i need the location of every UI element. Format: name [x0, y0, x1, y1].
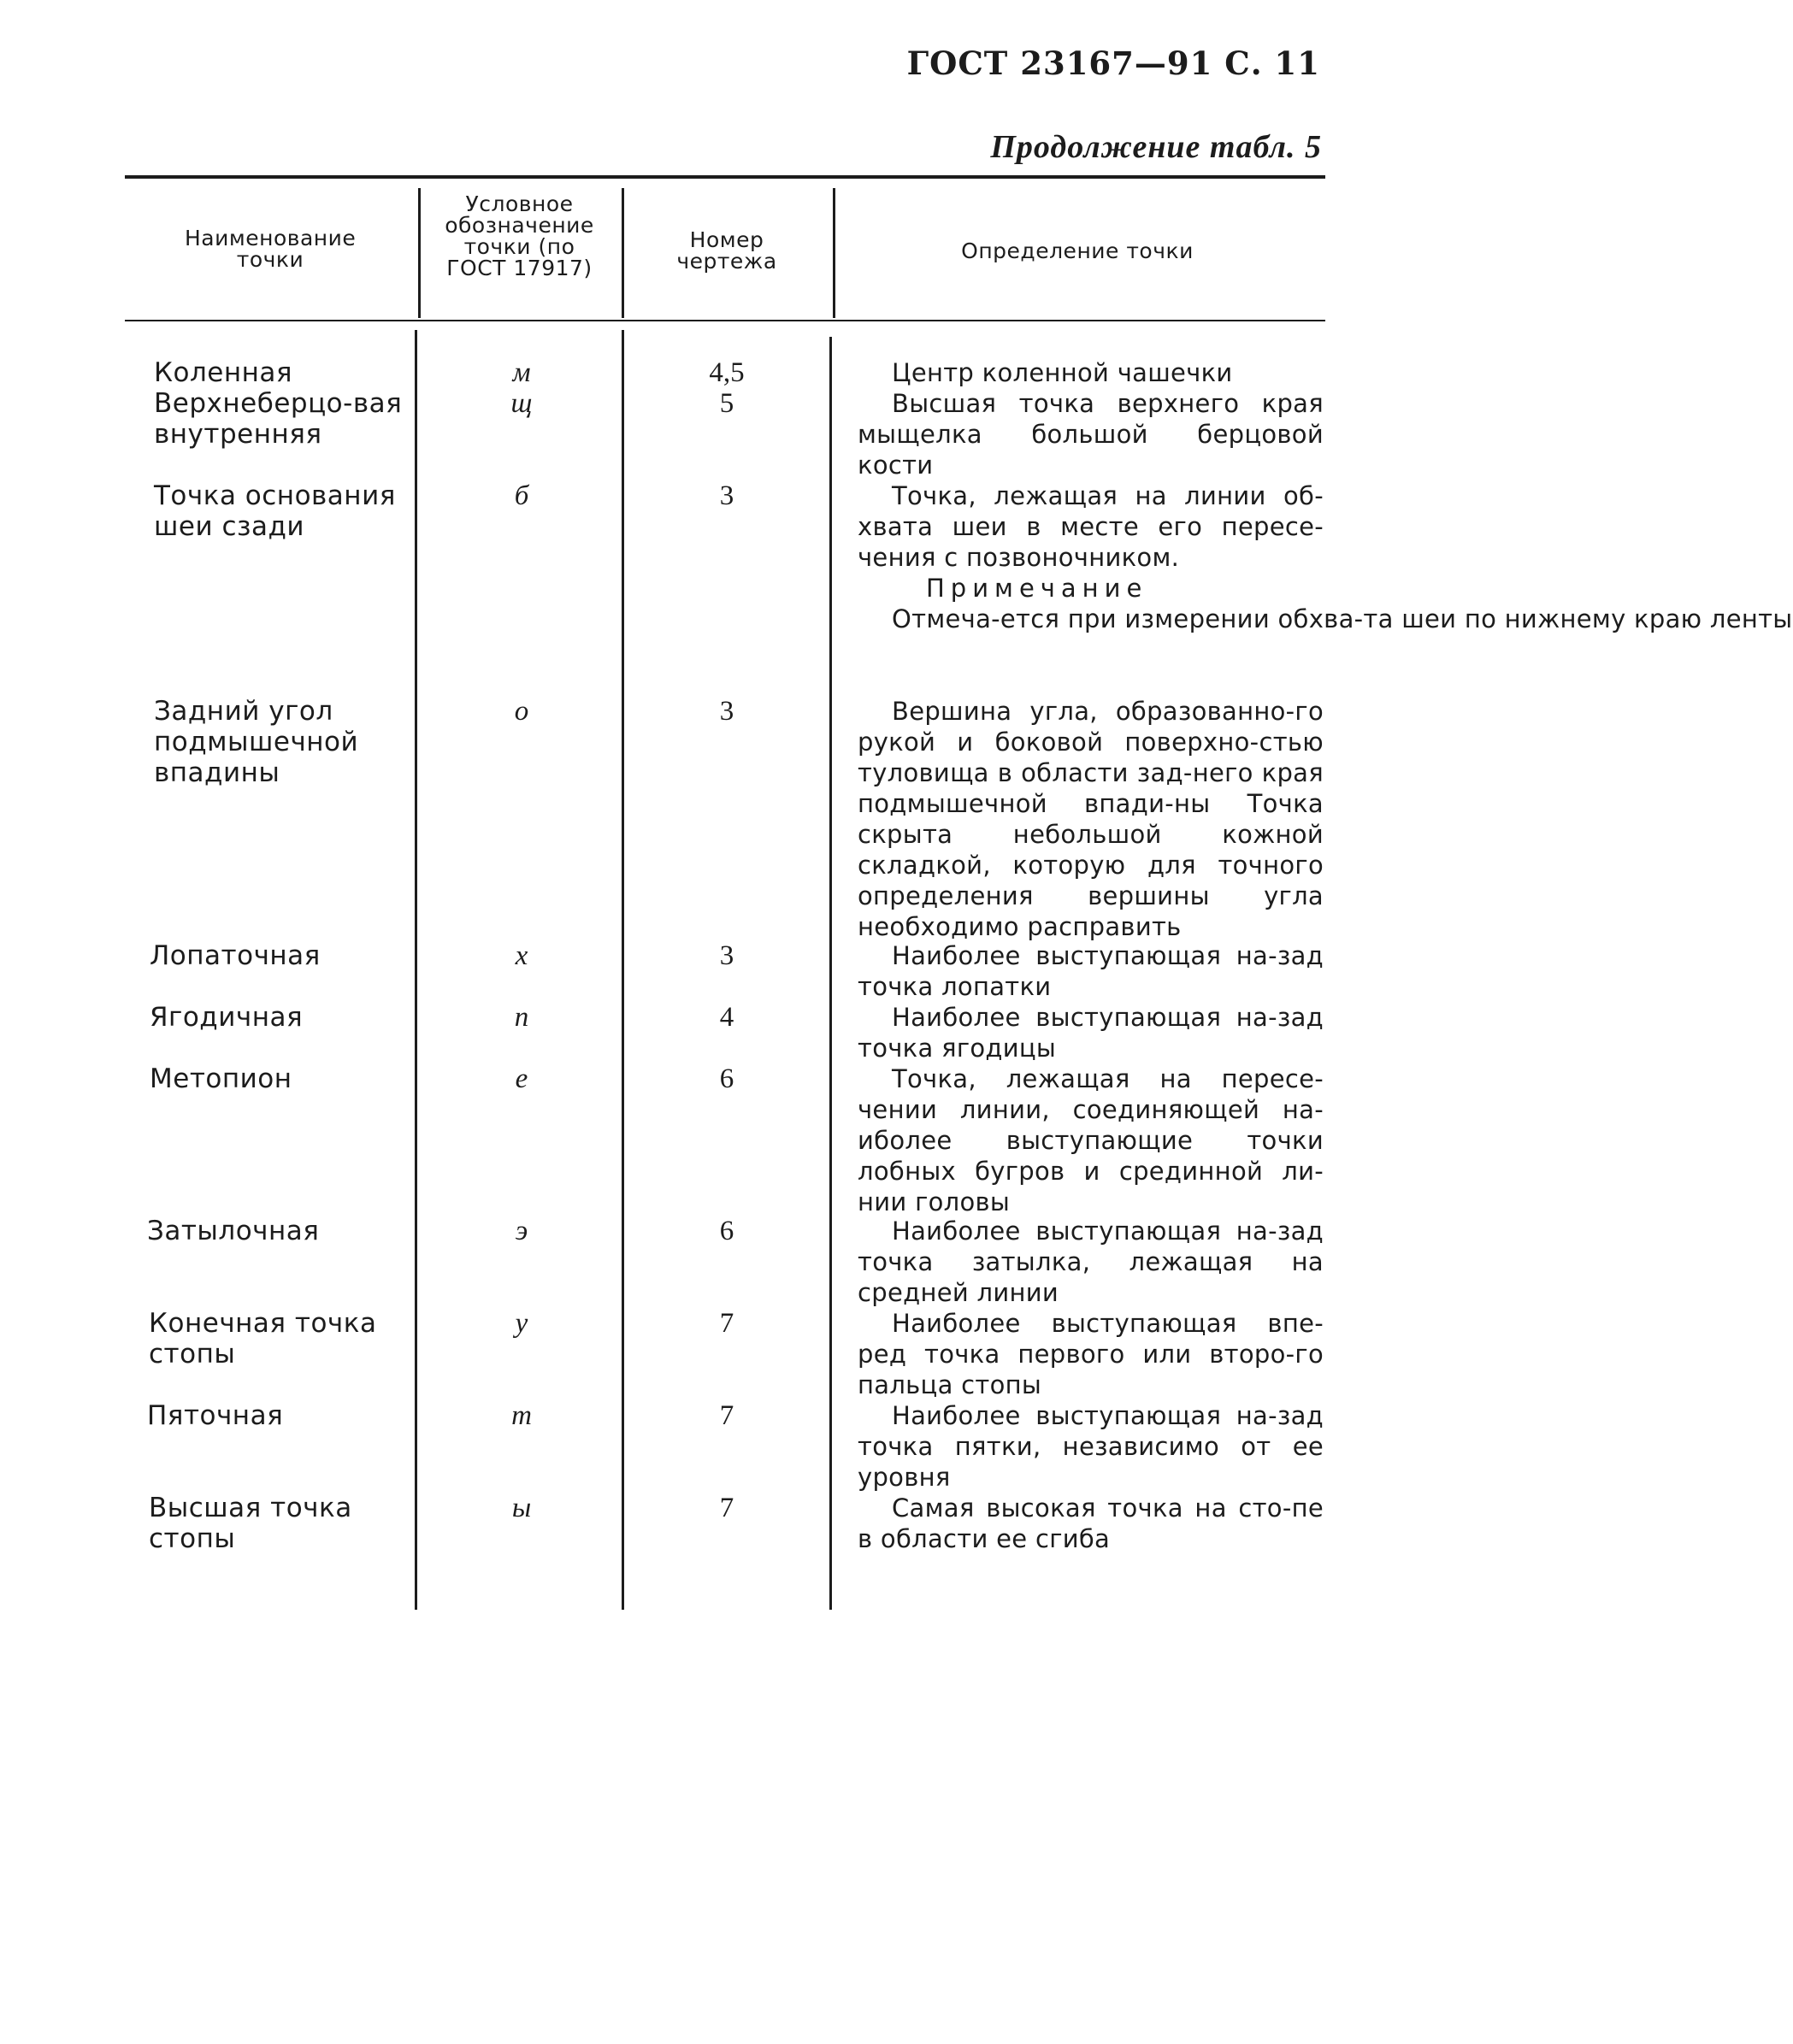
column-header-name [133, 227, 407, 270]
drawing-number: 4,5 [709, 357, 745, 388]
point-code: п [514, 1002, 529, 1033]
drawing-number: 3 [719, 480, 734, 511]
table-top-rule [125, 175, 1325, 179]
point-name: Метопион [150, 1063, 292, 1094]
column-header-number-text: Номер чертежа [676, 227, 777, 274]
point-name: Затылочная [147, 1216, 320, 1246]
note-label: Примечание [926, 574, 1148, 603]
point-name [101, 480, 396, 542]
point-name-text: Верхнеберцо-вая внутренняя [154, 388, 403, 450]
point-code: ы [511, 1493, 532, 1523]
column-header-name-text: Наименование точки [185, 226, 357, 272]
column-header-definition [838, 240, 1317, 262]
drawing-number: 6 [719, 1063, 734, 1094]
point-definition-text: Точка, лежащая на линии об-хвата шеи в месте его пересе-чения с позвоночником. [858, 481, 1324, 572]
point-code: о [514, 696, 529, 727]
point-definition [858, 1216, 1324, 1308]
point-code: т [511, 1400, 532, 1431]
point-definition-text: Высшая точка верхнего края мыщелка большой берцовой кости [858, 389, 1324, 480]
point-code: э [515, 1216, 528, 1246]
point-name [101, 696, 392, 788]
drawing-number: 3 [719, 696, 734, 727]
point-definition [858, 1002, 1324, 1063]
drawing-number: 7 [719, 1308, 734, 1339]
point-definition-text: Наиболее выступающая на-зад точка ягодицы [858, 1003, 1324, 1063]
column-header-number [626, 229, 828, 272]
point-name [101, 388, 403, 450]
point-definition-text: Наиболее выступающая на-зад точка затылка, лежащая на средней линии [858, 1216, 1324, 1307]
point-code: х [515, 940, 528, 971]
point-definition-text: Наиболее выступающая впе-ред точка первого или второ-го пальца стопы [858, 1309, 1324, 1399]
point-code: у [515, 1308, 528, 1339]
point-name-text: Задний угол подмышечной впадины [154, 696, 359, 788]
point-name [101, 1308, 392, 1370]
point-name-text: Конечная точка стопы [149, 1308, 377, 1370]
point-definition: Центр коленной чашечки [892, 358, 1233, 387]
point-name: Лопаточная [150, 940, 321, 971]
table-continuation-label: Продолжение табл. 5 [990, 129, 1322, 165]
point-definition [858, 480, 1793, 634]
point-code: щ [510, 388, 533, 419]
column-header-code-text: Условное обозначение точки (по ГОСТ 17917) [445, 191, 594, 280]
column-header-code [423, 193, 616, 279]
point-definition [858, 940, 1324, 1002]
point-definition-text: Наиболее выступающая на-зад точка лопатки [858, 941, 1324, 1001]
point-definition [858, 1400, 1324, 1493]
drawing-number: 6 [719, 1216, 734, 1246]
drawing-number: 5 [719, 388, 734, 419]
point-definition [858, 1493, 1324, 1554]
column-divider [833, 188, 835, 318]
point-definition [858, 388, 1324, 480]
note-text: Отмеча-ется при измерении обхва-та шеи по нижнему краю ленты [892, 604, 1793, 633]
point-definition-text: Точка, лежащая на пересе-чении линии, соединяющей на-иболее выступающие точки лобных бугров и срединной ли-нии головы [858, 1064, 1324, 1216]
point-name-text: Высшая точка стопы [149, 1493, 352, 1554]
point-definition [858, 1063, 1324, 1217]
point-definition-text: Вершина угла, образованно-го рукой и боковой поверхно-стью туловища в области зад-него края подмышечной впади-ны Точка скрыта небольшой кожной складкой, которую для точного определения вершины угла необходимо расправить [858, 697, 1324, 941]
point-definition-text: Наиболее выступающая на-зад точка пятки, независимо от ее уровня [858, 1401, 1324, 1492]
point-name: Коленная [154, 357, 293, 388]
column-header-definition-text: Определение точки [961, 239, 1194, 263]
drawing-number: 4 [719, 1002, 734, 1033]
point-note [858, 573, 1793, 634]
column-divider [418, 188, 421, 318]
point-name-text: Точка основания шеи сзади [154, 480, 396, 542]
point-code: б [514, 480, 529, 511]
point-code: е [515, 1063, 528, 1094]
page-number-header: ГОСТ 23167—91 С. 11 [906, 44, 1320, 82]
table-header-rule [125, 320, 1325, 321]
point-name [101, 1493, 392, 1554]
point-code: м [512, 357, 531, 388]
point-definition [858, 696, 1324, 942]
column-divider [622, 188, 624, 318]
drawing-number: 3 [719, 940, 734, 971]
point-name: Ягодичная [150, 1002, 304, 1033]
column-divider [829, 337, 832, 1610]
point-definition [858, 1308, 1324, 1400]
drawing-number: 7 [719, 1400, 734, 1431]
drawing-number: 7 [719, 1493, 734, 1523]
point-definition-text: Самая высокая точка на сто-пе в области ее сгиба [858, 1493, 1324, 1553]
point-name: Пяточная [147, 1400, 284, 1431]
